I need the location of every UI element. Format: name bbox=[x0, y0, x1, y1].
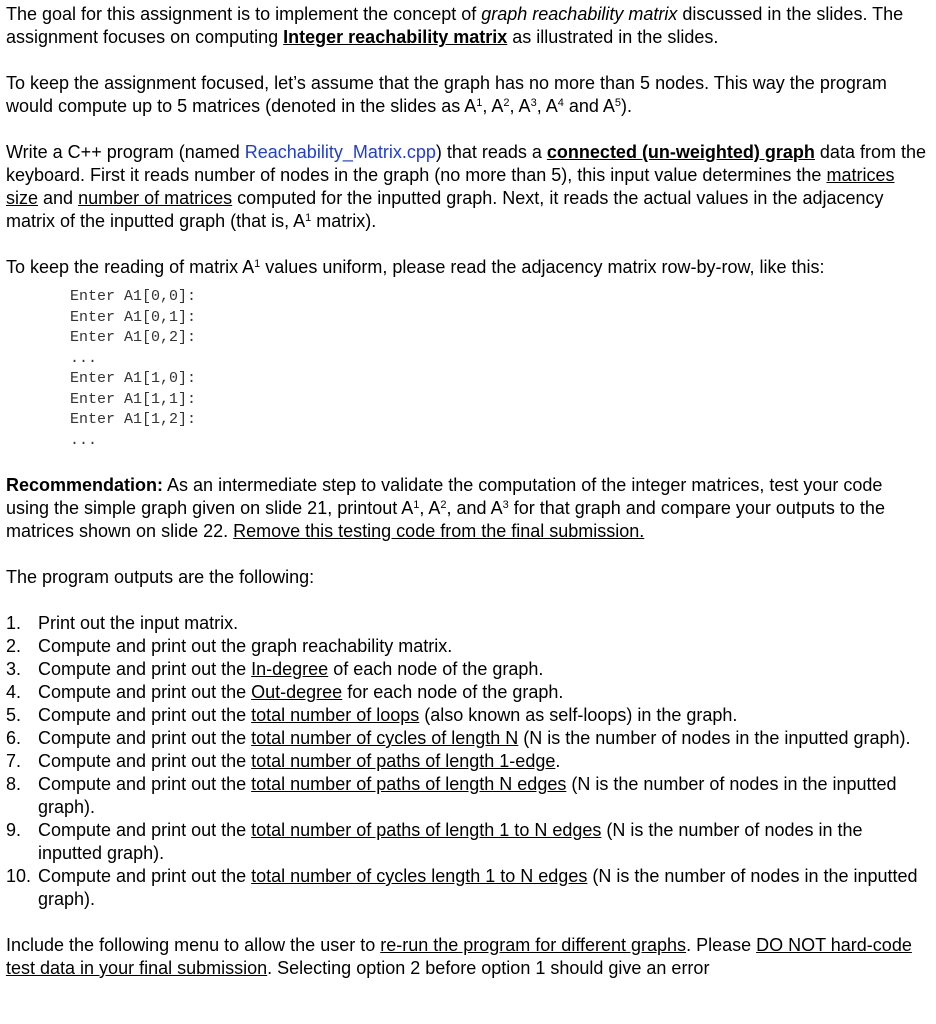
text-span: data from the keyboard. First it reads number of nodes in the graph (no more than 5), this input value determines the bbox=[6, 142, 926, 185]
text-span: Compute and print out the bbox=[38, 751, 252, 771]
recommendation-paragraph bbox=[6, 474, 930, 543]
text-span: Compute and print out the bbox=[38, 705, 252, 725]
list-number: 3. bbox=[6, 659, 22, 679]
code-line: Enter A1[0,0]: bbox=[70, 288, 197, 305]
text-span: . Selecting option 2 before option 1 should give an error bbox=[267, 958, 710, 978]
outputs-list bbox=[6, 612, 930, 911]
code-line: Enter A1[0,2]: bbox=[70, 329, 197, 346]
superscript: 3 bbox=[502, 499, 509, 511]
underlined-text: total number of paths of length 1 to N edges bbox=[251, 820, 602, 840]
list-number: 1. bbox=[6, 613, 22, 633]
underlined-text: total number of paths of length 1-edge bbox=[251, 751, 556, 771]
list-item bbox=[6, 773, 930, 819]
superscript: 5 bbox=[614, 97, 621, 109]
underlined-text: DO NOT hard-code test data in your final submission bbox=[6, 935, 912, 978]
text-span: . bbox=[555, 751, 561, 771]
text-span: as illustrated in the slides. bbox=[507, 27, 719, 47]
superscript: 1 bbox=[305, 212, 312, 224]
text-span: computed for the inputted graph. Next, it reads the actual values in the adjacency matrix of the inputted graph (that is, A bbox=[6, 188, 884, 231]
list-item bbox=[6, 750, 930, 773]
text-span: values uniform, please read the adjacency matrix row-by-row, like this: bbox=[260, 257, 825, 277]
text-span: and bbox=[38, 188, 79, 208]
text-span: Compute and print out the bbox=[38, 659, 252, 679]
superscript: 4 bbox=[557, 97, 564, 109]
program-paragraph bbox=[6, 141, 930, 233]
underlined-text: In-degree bbox=[251, 659, 329, 679]
superscript: 3 bbox=[530, 97, 537, 109]
underlined-text: total number of loops bbox=[251, 705, 420, 725]
scope-paragraph bbox=[6, 72, 930, 118]
list-number: 4. bbox=[6, 682, 22, 702]
underlined-text: total number of cycles length 1 to N edges bbox=[251, 866, 588, 886]
text-span: (also known as self-loops) in the graph. bbox=[419, 705, 738, 725]
superscript: 1 bbox=[413, 499, 420, 511]
list-number: 6. bbox=[6, 728, 22, 748]
text-span: Compute and print out the bbox=[38, 728, 252, 748]
text-span: . Please bbox=[686, 935, 757, 955]
superscript: 1 bbox=[476, 97, 483, 109]
text-span: for that graph and compare your outputs to the matrices shown on slide 22. bbox=[6, 498, 885, 541]
list-item-text bbox=[38, 635, 930, 658]
code-line: ... bbox=[70, 431, 98, 449]
underlined-text: Out-degree bbox=[251, 682, 343, 702]
list-item bbox=[6, 635, 930, 658]
list-item-text bbox=[38, 681, 930, 704]
list-item-text bbox=[38, 750, 930, 773]
list-item-text bbox=[38, 819, 930, 865]
text-span: (N is the number of nodes in the inputted graph). bbox=[38, 820, 863, 863]
list-item bbox=[6, 612, 930, 635]
text-span: , A bbox=[419, 498, 441, 518]
list-item-text bbox=[38, 773, 930, 819]
text-span: Compute and print out the graph reachability matrix. bbox=[38, 636, 453, 656]
text-span: discussed in the slides. The assignment focuses on computing bbox=[6, 4, 904, 47]
list-item-text bbox=[38, 658, 930, 681]
superscript: 2 bbox=[440, 499, 447, 511]
emphasis-text: graph reachability matrix bbox=[481, 4, 678, 24]
text-span: Compute and print out the bbox=[38, 774, 252, 794]
text-span: To keep the reading of matrix A bbox=[6, 257, 255, 277]
text-span: Write a C++ program (named bbox=[6, 142, 245, 162]
bold-underlined-text: connected (un-weighted) graph bbox=[546, 142, 815, 162]
list-item bbox=[6, 819, 930, 865]
list-item-text bbox=[38, 612, 930, 635]
text-span: and A bbox=[563, 96, 615, 116]
text-span: To keep the assignment focused, let’s assume that the graph has no more than 5 nodes. This way the program would compute up to 5 matrices (denoted in the slides as A bbox=[6, 73, 887, 116]
text-span: , and A bbox=[446, 498, 503, 518]
underlined-text: number of matrices bbox=[78, 188, 233, 208]
menu-paragraph bbox=[6, 934, 930, 980]
text-span: (N is the number of nodes in the inputted graph). bbox=[38, 866, 918, 909]
text-span: of each node of the graph. bbox=[328, 659, 544, 679]
list-item bbox=[6, 681, 930, 704]
text-span: matrix). bbox=[311, 211, 377, 231]
text-span: Compute and print out the bbox=[38, 866, 252, 886]
text-span: for each node of the graph. bbox=[342, 682, 564, 702]
list-item bbox=[6, 704, 930, 727]
intro-paragraph bbox=[6, 3, 930, 49]
list-item-text bbox=[38, 865, 930, 911]
text-span: As an intermediate step to validate the computation of the integer matrices, test your code using the simple graph given on slide 21, printout A bbox=[6, 475, 883, 518]
bold-underlined-text: Integer reachability matrix bbox=[283, 27, 508, 47]
underlined-text: Remove this testing code from the final submission. bbox=[233, 521, 645, 541]
text-span: Compute and print out the bbox=[38, 682, 252, 702]
underlined-text: total number of cycles of length N bbox=[251, 728, 519, 748]
text-span: , A bbox=[536, 96, 558, 116]
list-number: 5. bbox=[6, 705, 22, 725]
text-span: , A bbox=[509, 96, 531, 116]
text-span: Compute and print out the bbox=[38, 820, 252, 840]
list-number: 10. bbox=[6, 866, 32, 886]
underlined-text: total number of paths of length N edges bbox=[251, 774, 567, 794]
text-span: The goal for this assignment is to implement the concept of bbox=[6, 4, 482, 24]
code-line: Enter A1[1,2]: bbox=[70, 411, 197, 428]
text-span: ). bbox=[621, 96, 632, 116]
text-span: (N is the number of nodes in the inputted graph). bbox=[38, 774, 897, 817]
list-item bbox=[6, 727, 930, 750]
filename-text: Reachability_Matrix.cpp bbox=[244, 142, 436, 162]
bold-label: Recommendation: bbox=[6, 475, 164, 495]
list-item bbox=[6, 658, 930, 681]
text-span: (N is the number of nodes in the inputted graph). bbox=[518, 728, 911, 748]
list-item bbox=[6, 865, 930, 911]
code-line: Enter A1[0,1]: bbox=[70, 308, 197, 326]
code-line: Enter A1[1,1]: bbox=[70, 390, 197, 408]
text-span: Include the following menu to allow the user to bbox=[6, 935, 381, 955]
list-item-text bbox=[38, 727, 930, 750]
list-number: 9. bbox=[6, 820, 22, 840]
underlined-text: re-run the program for different graphs bbox=[380, 935, 687, 955]
list-number: 7. bbox=[6, 751, 22, 771]
code-line: Enter A1[1,0]: bbox=[70, 370, 197, 387]
list-number: 8. bbox=[6, 774, 22, 794]
code-line: ... bbox=[70, 349, 98, 367]
text-span: ) that reads a bbox=[435, 142, 547, 162]
code-block bbox=[70, 287, 930, 451]
text-span: Print out the input matrix. bbox=[38, 613, 239, 633]
reading-paragraph bbox=[6, 256, 930, 279]
list-number: 2. bbox=[6, 636, 22, 656]
text-span: , A bbox=[482, 96, 504, 116]
list-item-text bbox=[38, 704, 930, 727]
superscript: 1 bbox=[254, 258, 261, 270]
outputs-heading: The program outputs are the following: bbox=[6, 567, 315, 587]
superscript: 2 bbox=[503, 97, 510, 109]
underlined-text: matrices size bbox=[6, 165, 895, 208]
